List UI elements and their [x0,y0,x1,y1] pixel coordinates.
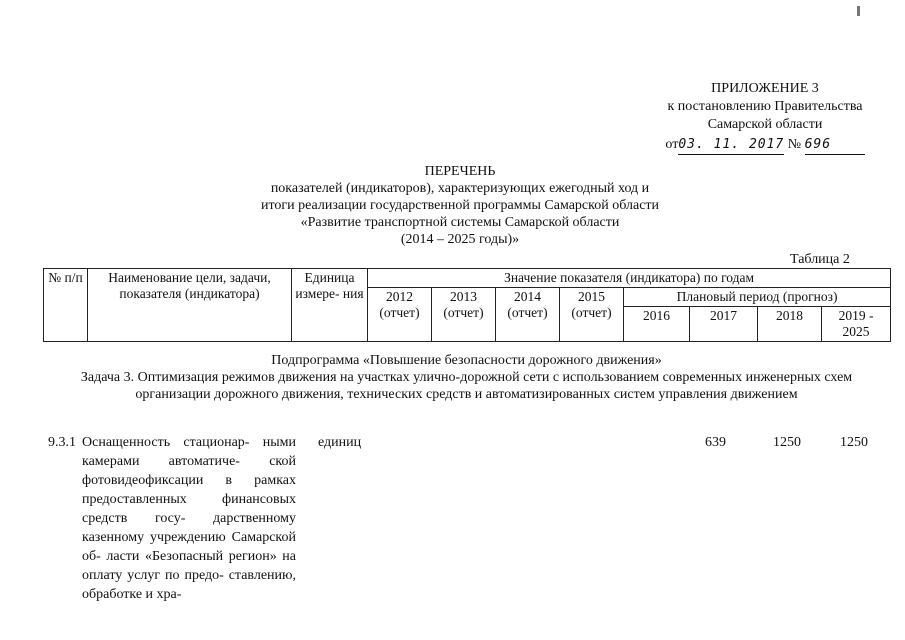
appendix-title: ПРИЛОЖЕНИЕ 3 [711,81,819,96]
date-prefix: от [665,137,679,152]
appendix-block [640,80,890,155]
row-value-2018: 1250 [840,435,868,450]
appendix-line-1: к постановлению Правительства [667,99,863,114]
table-header [43,268,891,342]
appendix-date-line [640,136,890,155]
row-value-2016: 639 [705,435,726,450]
number-value: 696 [805,136,865,155]
subprogram-block [43,352,890,403]
row-value-2017: 1250 [773,435,801,450]
header-year-2014: 2014 (отчет) [496,288,560,342]
header-num: № п/п [44,269,88,342]
document-heading [200,163,720,248]
header-plan-2016: 2016 [624,307,690,342]
heading-line-1: показателей (индикаторов), характеризующих ежегодный ход и [270,181,650,196]
header-plan-group: Плановый период (прогноз) [624,288,891,307]
date-value: 03. 11. 2017 [678,136,784,155]
heading-line-4: (2014 – 2025 годы)» [400,232,520,247]
header-year-2015: 2015 (отчет) [560,288,624,342]
header-unit: Единица измере- ния [292,269,368,342]
header-value-group: Значение показателя (индикатора) по годам [368,269,891,288]
subprogram-title: Подпрограмма «Повышение безопасности дорожного движения» [271,353,662,368]
table-label: Таблица 2 [790,252,850,267]
header-plan-2017: 2017 [690,307,758,342]
number-prefix: № [787,137,802,152]
header-plan-2019-2025: 2019 - 2025 [822,307,891,342]
scan-mark [857,6,860,16]
task-text: Задача 3. Оптимизация режимов движения на участках улично-дорожной сети с использованием современных инженерных схем организации дорожного движения, технических средств и автоматизированных систем управления движением [80,370,853,402]
appendix-line-2: Самарской области [707,117,823,132]
row-indicator-name: Оснащенность стационар- ными камерами автоматиче- ской фотовидеофиксации в рамках предоставленных финансовых средств госу- дарственному казенному учреждению Самарской об- ласти «Безопасный регион» на оплату услуг по предо- ставлению, обработке и хра- [82,435,296,602]
heading-line-3: «Развитие транспортной системы Самарской области [300,215,620,230]
row-unit: единиц [318,435,362,450]
heading-line-2: итоги реализации государственной программы Самарской области [260,198,660,213]
header-plan-2018: 2018 [758,307,822,342]
header-year-2012: 2012 (отчет) [368,288,432,342]
header-year-2013: 2013 (отчет) [432,288,496,342]
row-number: 9.3.1 [48,435,76,450]
header-name: Наименование цели, задачи, показателя (индикатора) [88,269,292,342]
heading-title: ПЕРЕЧЕНЬ [424,164,496,179]
